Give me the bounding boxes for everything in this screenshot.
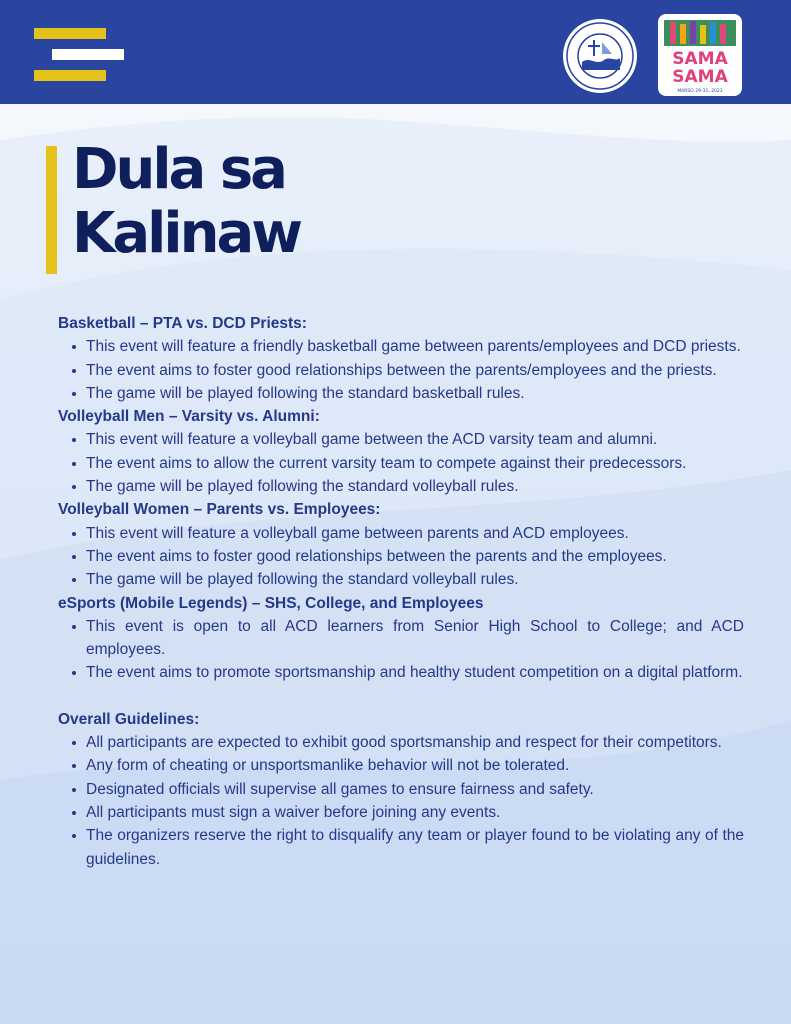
event-content	[58, 312, 744, 871]
page-title	[72, 138, 572, 266]
bullet-list	[58, 335, 744, 405]
bullet-list	[58, 731, 744, 871]
section-basketball	[58, 312, 744, 405]
bullet-item: The game will be played following the standard basketball rules.	[58, 382, 744, 405]
bullet-item: All participants must sign a waiver before joining any events.	[58, 801, 744, 824]
bullet-item: The organizers reserve the right to disqualify any team or player found to be violating any of the guidelines.	[58, 824, 744, 871]
bullet-item: This event will feature a volleyball game between the ACD varsity team and alumni.	[58, 428, 744, 451]
badge-title-line2: SAMA	[672, 67, 728, 87]
bullet-item: This event will feature a friendly basketball game between parents/employees and DCD priests.	[58, 335, 744, 358]
sama-sama-event-badge	[656, 12, 744, 98]
bullet-list	[58, 428, 744, 498]
page-title-line2: Kalinaw	[72, 201, 300, 266]
section-overall-guidelines	[58, 708, 744, 871]
section-esports	[58, 592, 744, 685]
badge-title-line1: SAMA	[672, 49, 728, 69]
page-title-line1: Dula sa	[72, 137, 285, 202]
section-volleyball-men	[58, 405, 744, 498]
bullet-item: This event is open to all ACD learners from Senior High School to College; and ACD employees.	[58, 615, 744, 662]
bullet-item: All participants are expected to exhibit good sportsmanship and respect for their competitors.	[58, 731, 744, 754]
college-seal-logo	[562, 18, 638, 94]
bullet-item: The event aims to foster good relationships between the parents/employees and the priests.	[58, 359, 744, 382]
bullet-item: The game will be played following the standard volleyball rules.	[58, 568, 744, 591]
bullet-list	[58, 615, 744, 685]
bullet-item: The event aims to foster good relationships between the parents and the employees.	[58, 545, 744, 568]
badge-date: MARSO 29-31, 2023	[677, 89, 723, 94]
bullet-item: The event aims to allow the current varsity team to compete against their predecessors.	[58, 452, 744, 475]
bullet-item: Designated officials will supervise all games to ensure fairness and safety.	[58, 778, 744, 801]
bullet-item: This event will feature a volleyball game between parents and ACD employees.	[58, 522, 744, 545]
bullet-item: The game will be played following the standard volleyball rules.	[58, 475, 744, 498]
section-heading: Basketball – PTA vs. DCD Priests:	[58, 315, 307, 332]
hamburger-menu-icon[interactable]	[34, 28, 126, 84]
section-heading: Overall Guidelines:	[58, 710, 200, 728]
section-heading: eSports (Mobile Legends) – SHS, College, and Employees	[58, 594, 484, 612]
bullet-item: Any form of cheating or unsportsmanlike behavior will not be tolerated.	[58, 754, 744, 777]
bullet-list	[58, 522, 744, 592]
top-header	[0, 0, 791, 104]
title-accent-bar	[46, 146, 57, 274]
section-volleyball-women	[58, 498, 744, 591]
section-heading: Volleyball Men – Varsity vs. Alumni:	[58, 408, 320, 426]
bullet-item: The event aims to promote sportsmanship and healthy student competition on a digital platform.	[58, 661, 744, 684]
section-heading: Volleyball Women – Parents vs. Employees:	[58, 501, 381, 519]
